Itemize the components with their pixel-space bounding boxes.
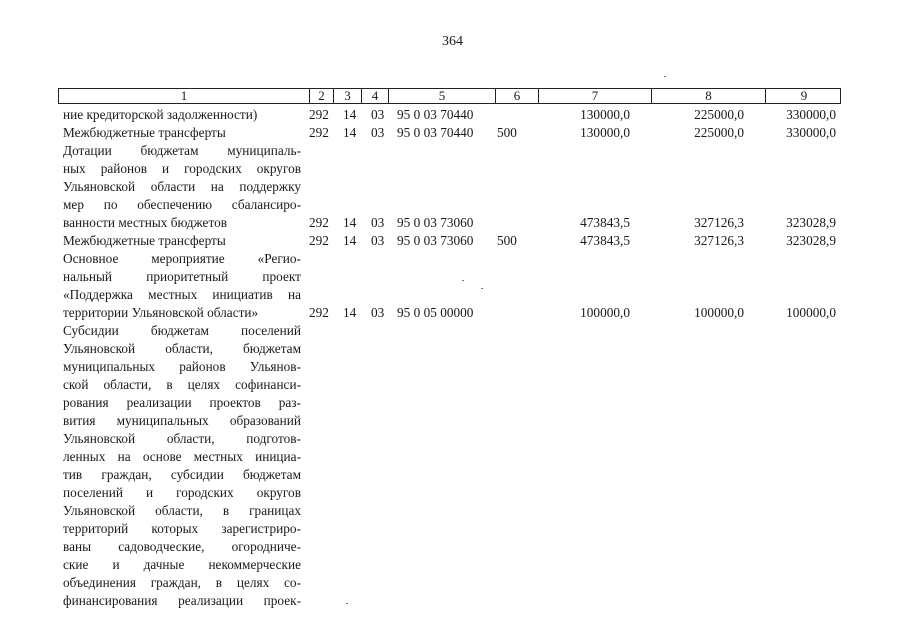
column-header-4: 4 <box>362 89 389 103</box>
cell-col-3: 14 <box>343 125 357 140</box>
row-name-line: тив граждан, субсидии бюджетам <box>63 467 301 482</box>
row-name-line: Дотации бюджетам муниципаль- <box>63 143 301 158</box>
scan-speck <box>346 603 348 604</box>
cell-col-7: 100000,0 <box>580 305 630 320</box>
row-name-line: Субсидии бюджетам поселений <box>63 323 301 338</box>
row-name-line: территории Ульяновской области» <box>63 305 259 320</box>
cell-col-4: 03 <box>371 215 385 230</box>
cell-col-3: 14 <box>343 305 357 320</box>
column-header-6: 6 <box>496 89 539 103</box>
column-header-9: 9 <box>800 88 808 103</box>
row-name-line: Ульяновской области, бюджетам <box>63 341 301 356</box>
row-name-line: ваны садоводческие, огородниче- <box>63 539 301 554</box>
row-name-line: нальный приоритетный проект <box>63 269 301 284</box>
row-name-line: мер по обеспечению сбалансиро- <box>63 197 301 212</box>
cell-col-2: 292 <box>309 125 329 140</box>
row-name-line: ние кредиторской задолженности) <box>63 107 258 122</box>
cell-col-8: 327126,3 <box>694 233 744 248</box>
row-name-line: вития муниципальных образований <box>63 413 301 428</box>
row-name-line: Межбюджетные трансферты <box>63 233 226 248</box>
row-name-line: Ульяновской области, подготов- <box>63 431 301 446</box>
row-name-line: рования реализации проектов раз- <box>63 395 301 410</box>
cell-col-3: 14 <box>343 107 357 122</box>
cell-col-2: 292 <box>309 233 329 248</box>
row-name-line: Основное мероприятие «Регио- <box>63 251 301 266</box>
table-header <box>58 88 841 104</box>
cell-col-8: 100000,0 <box>694 305 744 320</box>
row-name-line: Ульяновской области на поддержку <box>63 179 301 194</box>
page-number: 364 <box>442 34 463 49</box>
cell-col-7: 130000,0 <box>580 107 630 122</box>
cell-col-9: 100000,0 <box>786 305 836 320</box>
cell-col-4: 03 <box>371 107 385 122</box>
scan-speck <box>664 76 666 77</box>
cell-col-6: 500 <box>497 125 517 140</box>
cell-col-4: 03 <box>371 233 385 248</box>
cell-col-7: 473843,5 <box>580 233 630 248</box>
cell-col-2: 292 <box>309 305 329 320</box>
row-name-line: ванности местных бюджетов <box>63 215 228 230</box>
row-name-line: поселений и городских округов <box>63 485 301 500</box>
row-name-line: ской области, в целях софинанси- <box>63 377 301 392</box>
column-header-7: 7 <box>539 89 652 103</box>
cell-col-4: 03 <box>371 305 385 320</box>
cell-col-9: 323028,9 <box>786 215 836 230</box>
cell-col-2: 292 <box>309 107 329 122</box>
cell-col-3: 14 <box>343 233 357 248</box>
row-name-line: ленных на основе местных инициа- <box>63 449 301 464</box>
scan-speck <box>481 288 483 289</box>
row-name-line: ские и дачные некоммерческие <box>63 557 301 572</box>
cell-col-5: 95 0 03 73060 <box>397 215 474 230</box>
cell-col-5: 95 0 05 00000 <box>397 305 474 320</box>
cell-col-9: 330000,0 <box>786 125 836 140</box>
cell-col-8: 225000,0 <box>694 107 744 122</box>
cell-col-9: 323028,9 <box>786 233 836 248</box>
cell-col-8: 225000,0 <box>694 125 744 140</box>
column-header-2: 2 <box>310 89 334 103</box>
cell-col-6: 500 <box>497 233 517 248</box>
row-name-line: Ульяновской области, в границах <box>63 503 301 518</box>
row-name-line: муниципальных районов Ульянов- <box>63 359 301 374</box>
cell-col-5: 95 0 03 70440 <box>397 125 474 140</box>
row-name-line: объединения граждан, в целях со- <box>63 575 301 590</box>
cell-col-3: 14 <box>343 215 357 230</box>
cell-col-2: 292 <box>309 215 329 230</box>
cell-col-7: 130000,0 <box>580 125 630 140</box>
cell-col-4: 03 <box>371 125 385 140</box>
row-name-line: финансирования реализации проек- <box>63 593 301 608</box>
column-header-5: 5 <box>389 89 496 103</box>
column-header-8: 8 <box>652 89 766 103</box>
cell-col-9: 330000,0 <box>786 107 836 122</box>
row-name-line: «Поддержка местных инициатив на <box>63 287 301 302</box>
row-name-line: ных районов и городских округов <box>63 161 301 176</box>
column-header-3: 3 <box>334 89 362 103</box>
scan-speck <box>462 280 464 281</box>
column-header-1: 1 <box>59 89 310 103</box>
cell-col-7: 473843,5 <box>580 215 630 230</box>
cell-col-5: 95 0 03 73060 <box>397 233 474 248</box>
row-name-line: Межбюджетные трансферты <box>63 125 226 140</box>
cell-col-5: 95 0 03 70440 <box>397 107 474 122</box>
cell-col-8: 327126,3 <box>694 215 744 230</box>
row-name-line: территорий которых зарегистриро- <box>63 521 301 536</box>
